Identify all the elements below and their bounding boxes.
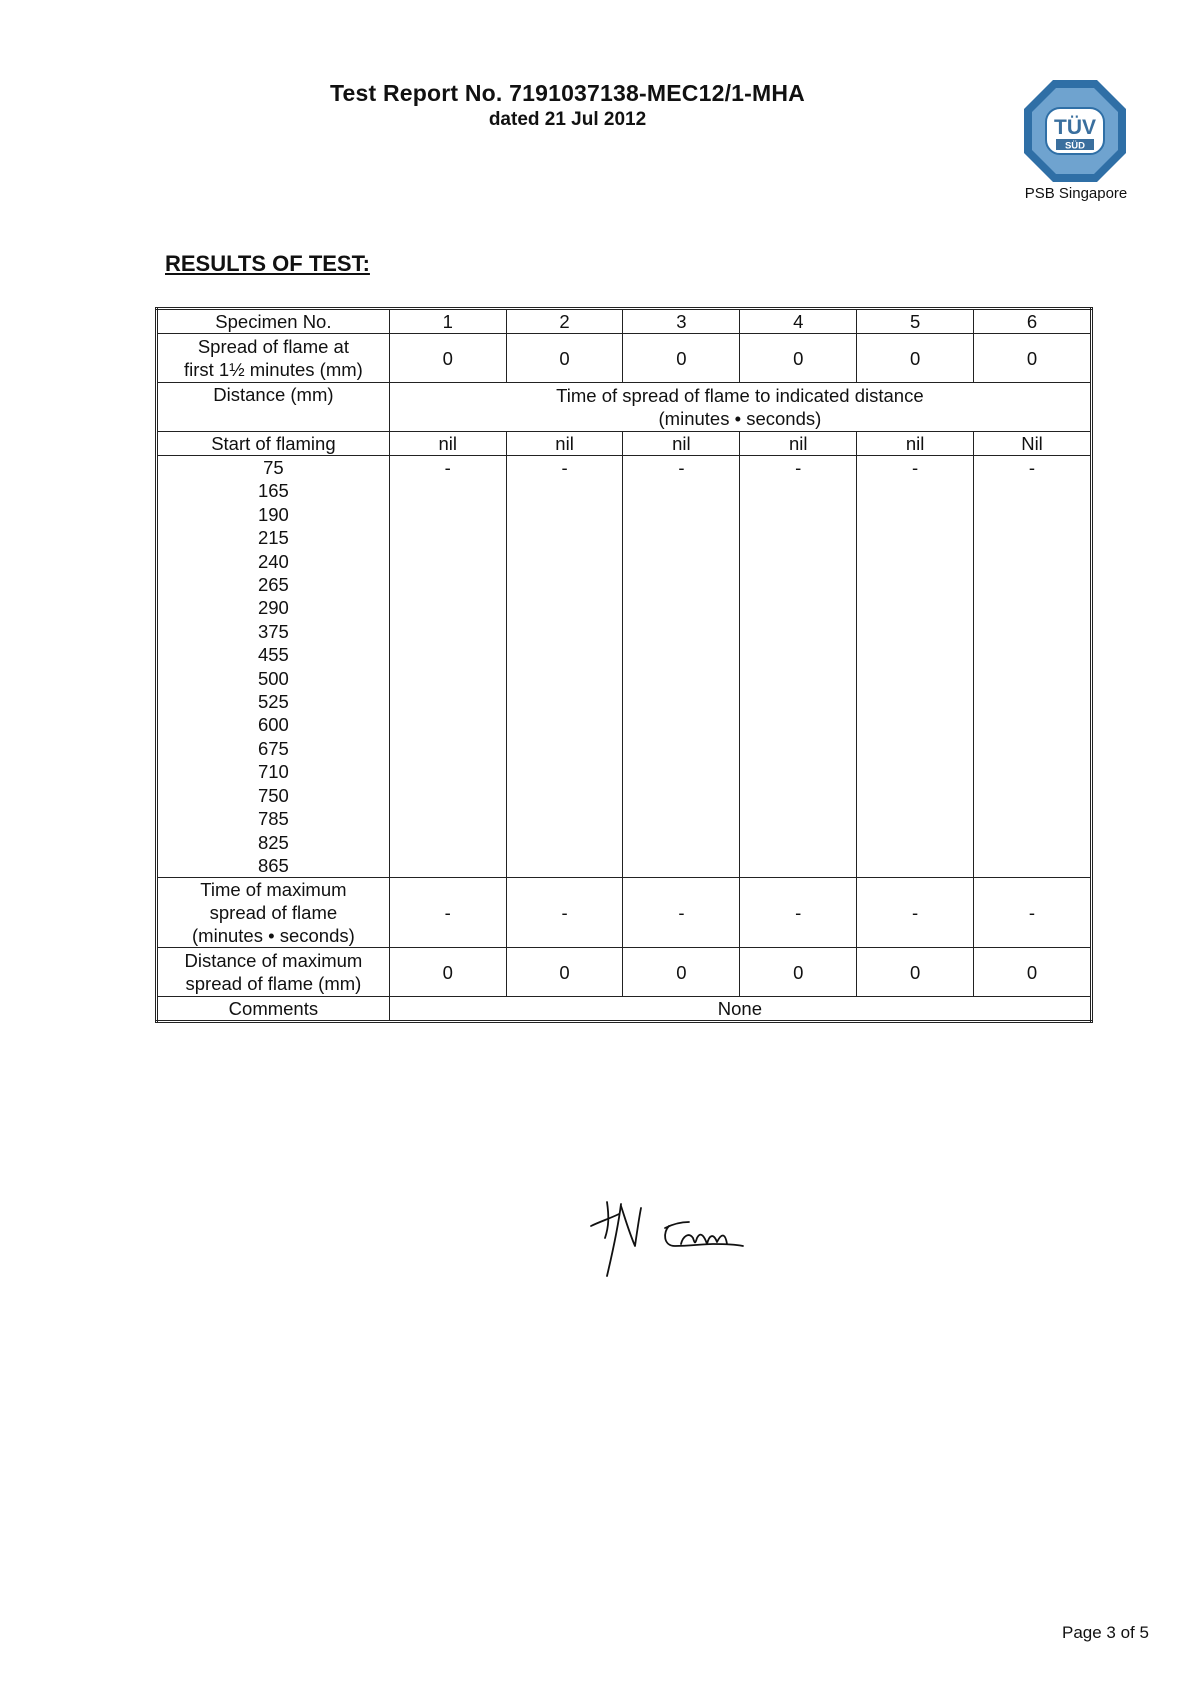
max-time-cell: - xyxy=(740,878,857,948)
distance-value: 290 xyxy=(257,597,289,619)
max-time-row xyxy=(157,878,1092,948)
max-time-cell: - xyxy=(623,878,740,948)
max-time-label-line: spread of flame xyxy=(209,902,338,924)
max-time-label-line: (minutes • seconds) xyxy=(192,925,355,947)
page-number: Page 3 of 5 xyxy=(1062,1623,1149,1642)
time-header-line: (minutes • seconds) xyxy=(658,408,822,429)
spread-label-line: first 1½ minutes (mm) xyxy=(183,359,363,380)
distance-value: 825 xyxy=(257,831,289,853)
max-distance-cell: 0 xyxy=(506,948,623,997)
report-date: dated 21 Jul 2012 xyxy=(488,109,647,130)
distance-value: 600 xyxy=(257,714,289,736)
comments-label: Comments xyxy=(157,997,390,1022)
distance-value: 675 xyxy=(257,737,289,759)
start-row xyxy=(157,432,1092,456)
distance-value: 525 xyxy=(257,691,289,713)
spread-cell: 0 xyxy=(974,334,1092,383)
distance-body-row xyxy=(157,456,1092,878)
specimen-row xyxy=(157,309,1092,334)
distance-value: 375 xyxy=(257,620,289,642)
distance-value: 190 xyxy=(257,503,289,525)
distance-value: 455 xyxy=(257,644,289,666)
first-distance-cell: - xyxy=(506,456,623,878)
max-time-cell: - xyxy=(857,878,974,948)
distance-value: 215 xyxy=(257,527,289,549)
first-distance-cell: - xyxy=(974,456,1092,878)
max-distance-label-line: Distance of maximum xyxy=(184,950,363,972)
start-cell: nil xyxy=(740,432,857,456)
specimen-cell: 5 xyxy=(857,309,974,334)
max-distance-label xyxy=(157,948,390,997)
spread-cell: 0 xyxy=(857,334,974,383)
start-cell: nil xyxy=(389,432,506,456)
start-cell: nil xyxy=(857,432,974,456)
specimen-cell: 6 xyxy=(974,309,1092,334)
distance-value: 750 xyxy=(257,784,289,806)
distance-value: 785 xyxy=(257,808,289,830)
max-distance-label-line: spread of flame (mm) xyxy=(185,973,362,995)
max-distance-cell: 0 xyxy=(623,948,740,997)
max-time-cell: - xyxy=(389,878,506,948)
first-distance-cell: - xyxy=(389,456,506,878)
specimen-cell: 1 xyxy=(389,309,506,334)
spread-label-line: Spread of flame at xyxy=(197,336,349,357)
spread-label xyxy=(157,334,390,383)
specimen-cell: 4 xyxy=(740,309,857,334)
spread-row xyxy=(157,334,1092,383)
distance-label: Distance (mm) xyxy=(157,383,390,432)
distance-value: 500 xyxy=(257,667,289,689)
spread-cell: 0 xyxy=(623,334,740,383)
spread-cell: 0 xyxy=(740,334,857,383)
distance-list xyxy=(157,456,390,878)
specimen-label: Specimen No. xyxy=(157,309,390,334)
max-distance-row xyxy=(157,948,1092,997)
spread-cell: 0 xyxy=(389,334,506,383)
specimen-cell: 3 xyxy=(623,309,740,334)
distance-value: 165 xyxy=(257,480,289,502)
max-time-cell: - xyxy=(974,878,1092,948)
report-header xyxy=(0,80,1135,131)
time-header-line: Time of spread of flame to indicated distance xyxy=(556,385,924,406)
max-time-cell: - xyxy=(506,878,623,948)
time-spread-header xyxy=(389,383,1091,432)
max-time-label-line: Time of maximum xyxy=(200,879,347,901)
spread-cell: 0 xyxy=(506,334,623,383)
distance-value: 710 xyxy=(257,761,289,783)
report-title: Test Report No. 7191037138-MEC12/1-MHA xyxy=(329,80,805,106)
max-distance-cell: 0 xyxy=(740,948,857,997)
logo-text-top: TÜV xyxy=(1054,116,1096,139)
first-distance-cell: - xyxy=(623,456,740,878)
distance-value: 240 xyxy=(257,550,289,572)
distance-value: 75 xyxy=(263,457,284,478)
logo-text-bottom: SÜD xyxy=(1064,140,1086,152)
section-title: RESULTS OF TEST: xyxy=(165,251,370,276)
tuv-sud-logo xyxy=(1022,78,1128,184)
comments-value: None xyxy=(389,997,1091,1022)
start-cell: nil xyxy=(506,432,623,456)
comments-row xyxy=(157,997,1092,1022)
max-distance-cell: 0 xyxy=(389,948,506,997)
start-cell: nil xyxy=(623,432,740,456)
distance-header-row xyxy=(157,383,1092,432)
results-table xyxy=(155,307,1093,1023)
max-distance-cell: 0 xyxy=(974,948,1092,997)
start-cell: Nil xyxy=(974,432,1092,456)
max-distance-cell: 0 xyxy=(857,948,974,997)
distance-value: 865 xyxy=(257,854,289,876)
signature xyxy=(585,1198,757,1280)
first-distance-cell: - xyxy=(857,456,974,878)
logo-org-name: PSB Singapore xyxy=(1024,185,1128,202)
distance-value: 265 xyxy=(257,574,289,596)
max-time-label xyxy=(157,878,390,948)
first-distance-cell: - xyxy=(740,456,857,878)
start-label: Start of flaming xyxy=(157,432,390,456)
specimen-cell: 2 xyxy=(506,309,623,334)
